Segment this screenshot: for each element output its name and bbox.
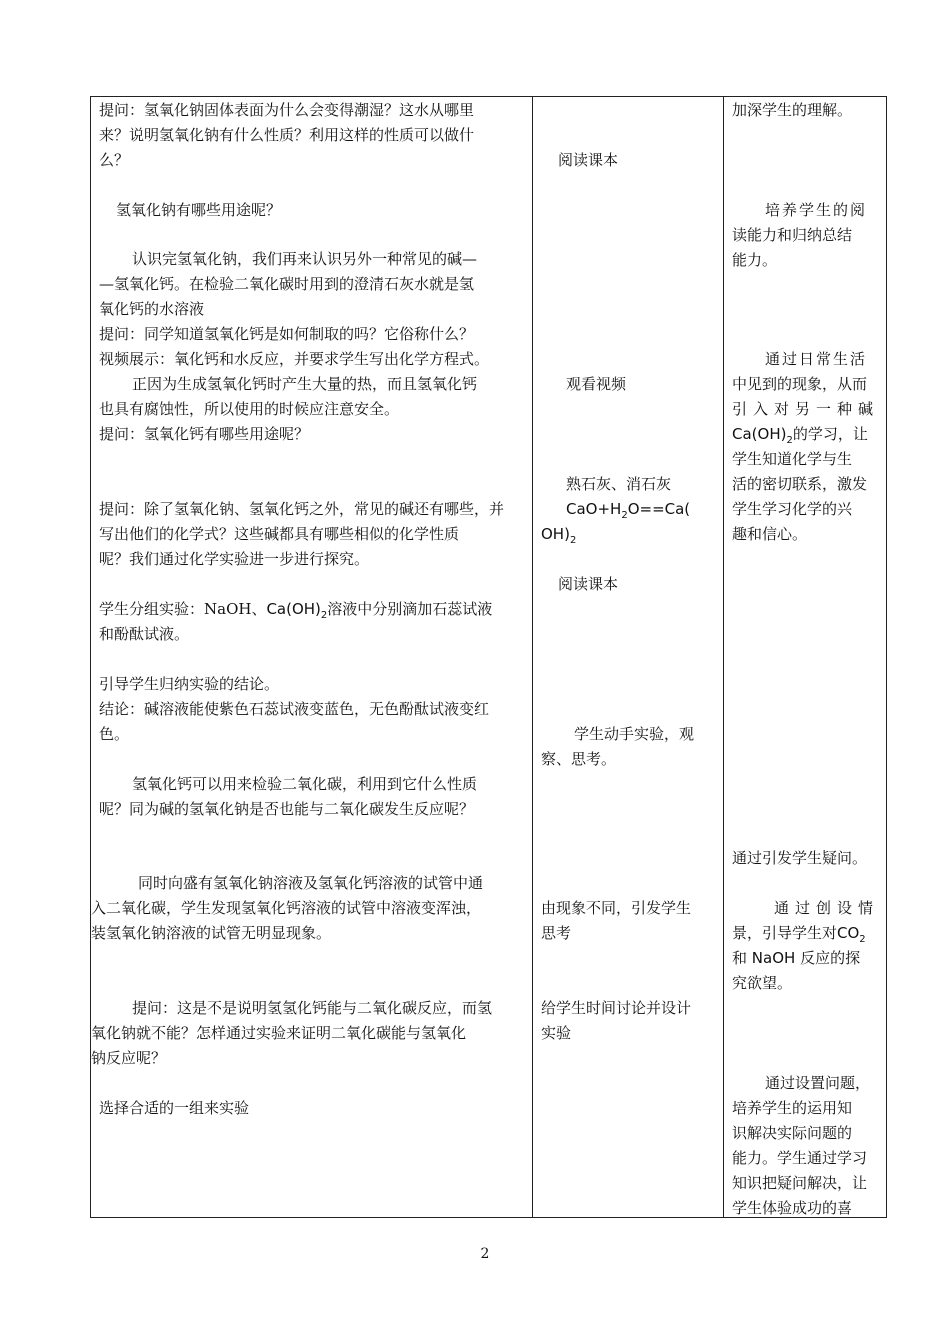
text-line: 也具有腐蚀性，所以使用的时候应注意安全。	[99, 400, 400, 418]
text-line: 实验	[541, 1024, 572, 1042]
text-line: 中见到的现象，从而	[732, 375, 868, 393]
text-line: 学生分组实验：NaOH、$Ca(OH)_2$溶液中分别滴加石蕊试液	[99, 600, 493, 621]
text-line: 氧化钙的水溶液	[99, 300, 205, 318]
text-line: 景，引导学生对$CO_2$	[732, 924, 866, 945]
text-line: 提问：氢氧化钠固体表面为什么会变得潮湿？这水从哪里	[99, 101, 475, 119]
text-line: 通过创设情	[774, 899, 880, 917]
text-line: 装氢氧化钠溶液的试管无明显现象。	[91, 924, 332, 942]
text-line: 正因为生成氢氧化钙时产生大量的热，而且氢氧化钙	[132, 375, 478, 393]
text-line: 引导学生归纳实验的结论。	[99, 675, 280, 693]
text-line: 思考	[541, 924, 572, 942]
text-line: 提问：同学知道氢氧化钙是如何制取的吗？它俗称什么？	[99, 325, 475, 343]
text-line: 入二氧化碳，学生发现氢氧化钙溶液的试管中溶液变浑浊，	[91, 899, 482, 917]
text-line: 呢？我们通过化学实验进一步进行探究。	[99, 550, 370, 568]
text-line: 识解决实际问题的	[732, 1124, 853, 1142]
text-line: 氧化钠就不能？怎样通过实验来证明二氧化碳能与氢氧化	[91, 1024, 467, 1042]
text-line: 呢？同为碱的氢氧化钠是否也能与二氧化碳发生反应呢？	[99, 800, 475, 818]
text-line: 提问：这是不是说明氢氢化钙能与二氧化碳反应，而氢	[132, 999, 493, 1017]
column-divider-1	[532, 96, 533, 1218]
text-line: 读能力和归纳总结	[732, 226, 853, 244]
text-line: 趣和信心。	[732, 525, 808, 543]
text-line: 和 NaOH 反应的探	[732, 949, 861, 967]
text-line: 结论：碱溶液能使紫色石蕊试液变蓝色，无色酚酞试液变红	[99, 700, 490, 718]
text-line: 引入对另一种碱	[732, 400, 880, 418]
text-line: 阅读课本	[558, 151, 619, 169]
text-line: 提问：除了氢氧化钠、氢氧化钙之外，常见的碱还有哪些，并	[99, 500, 505, 518]
text-line: 和酚酞试液。	[99, 625, 190, 643]
text-line: —氢氧化钙。在检验二氧化碳时用到的澄清石灰水就是氢	[99, 275, 475, 293]
text-line: 氢氧化钙可以用来检验二氧化碳，利用到它什么性质	[132, 775, 478, 793]
text-line: 氢氧化钠有哪些用途呢？	[116, 201, 282, 219]
text-line: 学生动手实验，观	[574, 725, 695, 743]
column-divider-2	[723, 96, 724, 1218]
equation-line: $OH)_2$	[541, 525, 577, 546]
text-line: 给学生时间讨论并设计	[541, 999, 692, 1017]
text-line: 学生体验成功的喜	[732, 1199, 853, 1217]
text-line: 察、思考。	[541, 750, 617, 768]
text-line: 学生知道化学与生	[732, 450, 853, 468]
text-line: 由现象不同，引发学生	[541, 899, 692, 917]
text-line: 熟石灰、消石灰	[566, 475, 672, 493]
text-line: 究欲望。	[732, 974, 793, 992]
text-line: 同时向盛有氢氧化钠溶液及氢氧化钙溶液的试管中通	[138, 874, 484, 892]
text-line: 提问：氢氧化钙有哪些用途呢？	[99, 425, 310, 443]
text-line: 钠反应呢？	[91, 1049, 167, 1067]
text-line: 色。	[99, 725, 130, 743]
text-line: 写出他们的化学式？这些碱都具有哪些相似的化学性质	[99, 525, 460, 543]
text-line: 认识完氢氧化钠，我们再来认识另外一种常见的碱—	[132, 250, 478, 268]
text-line: 来？说明氢氧化钠有什么性质？利用这样的性质可以做什	[99, 126, 475, 144]
text-line: 视频展示：氧化钙和水反应，并要求学生写出化学方程式。	[99, 350, 490, 368]
equation-line: $CaO+H_2O==Ca$(	[566, 500, 691, 521]
text-line: 培养学生的运用知	[732, 1099, 853, 1117]
text-line: 知识把疑问解决，让	[732, 1174, 868, 1192]
text-line: 么？	[99, 151, 130, 169]
text-line: 培养学生的阅	[765, 201, 868, 219]
text-line: 阅读课本	[558, 575, 619, 593]
text-line: 活的密切联系，激发	[732, 475, 868, 493]
text-line: 通过设置问题，	[765, 1074, 871, 1092]
text-line: 能力。学生通过学习	[732, 1149, 868, 1167]
text-line: 通过日常生活	[765, 350, 868, 368]
text-line: 通过引发学生疑问。	[732, 849, 868, 867]
text-line: 观看视频	[566, 375, 627, 393]
text-line: 能力。	[732, 251, 778, 269]
text-line: 选择合适的一组来实验	[99, 1099, 250, 1117]
text-line: 加深学生的理解。	[732, 101, 853, 119]
page-number: 2	[480, 1246, 490, 1262]
text-line: $Ca(OH)_2$的学习，让	[732, 425, 868, 446]
text-line: 学生学习化学的兴	[732, 500, 853, 518]
